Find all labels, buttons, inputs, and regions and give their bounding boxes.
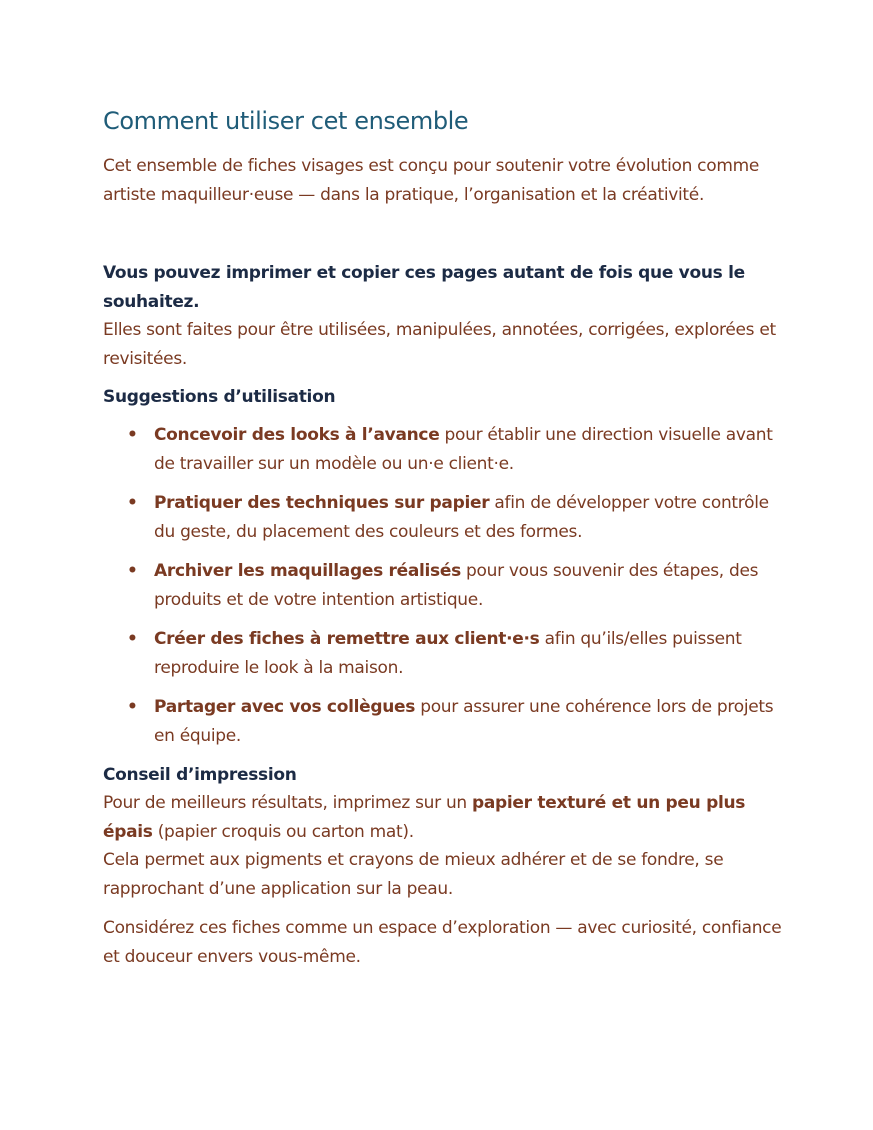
suggestion-text: pour établir une direction visuelle avant de travailler sur un modèle ou un·e client·e. xyxy=(154,425,773,474)
suggestion-text: pour vous souvenir des étapes, des produits et de votre intention artistique. xyxy=(154,561,759,610)
print-tip-text-after: (papier croquis ou carton mat). xyxy=(152,821,414,842)
list-item xyxy=(103,421,783,478)
list-item xyxy=(103,557,783,614)
page-title: Comment utiliser cet ensemble xyxy=(103,107,469,135)
list-item xyxy=(103,693,783,750)
suggestion-text: pour assurer une cohérence lors de projets en équipe. xyxy=(154,697,774,746)
suggestions-list xyxy=(103,421,783,750)
document-page xyxy=(103,104,783,971)
suggestion-text: afin qu’ils/elles puissent reproduire le look à la maison. xyxy=(154,629,742,678)
bullet-icon: • xyxy=(127,697,138,717)
bullet-icon: • xyxy=(127,493,138,513)
suggestions-heading: Suggestions d’utilisation xyxy=(103,387,336,407)
print-permission-text: Elles sont faites pour être utilisées, manipulées, annotées, corrigées, explorées et revisitées. xyxy=(103,320,776,369)
intro-paragraph: Cet ensemble de fiches visages est conçu pour soutenir votre évolution comme artiste maquilleur·euse — dans la pratique, l’organisation et la créativité. xyxy=(103,156,760,205)
print-tip-heading: Conseil d’impression xyxy=(103,765,297,785)
suggestion-bold: Créer des fiches à remettre aux client·e·s xyxy=(154,629,540,649)
print-permission-heading: Vous pouvez imprimer et copier ces pages autant de fois que vous le souhaitez. xyxy=(103,263,745,312)
bullet-icon: • xyxy=(127,425,138,445)
bullet-icon: • xyxy=(127,629,138,649)
closing-paragraph: Considérez ces fiches comme un espace d’exploration — avec curiosité, confiance et douceur envers vous-même. xyxy=(103,918,782,967)
list-item xyxy=(103,625,783,682)
list-item xyxy=(103,489,783,546)
suggestion-bold: Archiver les maquillages réalisés xyxy=(154,561,461,581)
bullet-icon: • xyxy=(127,561,138,581)
print-tip-text-before: Pour de meilleurs résultats, imprimez sur un xyxy=(103,793,472,813)
suggestion-bold: Pratiquer des techniques sur papier xyxy=(154,493,490,513)
suggestion-bold: Partager avec vos collègues xyxy=(154,697,416,717)
print-tip-bold: papier texturé et un peu plus épais xyxy=(103,793,746,842)
suggestion-bold: Concevoir des looks à l’avance xyxy=(154,425,440,445)
suggestion-text: afin de développer votre contrôle du geste, du placement des couleurs et des formes. xyxy=(154,493,769,542)
print-tip-text-2: Cela permet aux pigments et crayons de mieux adhérer et de se fondre, se rapprochant d’une application sur la peau. xyxy=(103,850,724,899)
print-tip-text xyxy=(103,789,783,846)
